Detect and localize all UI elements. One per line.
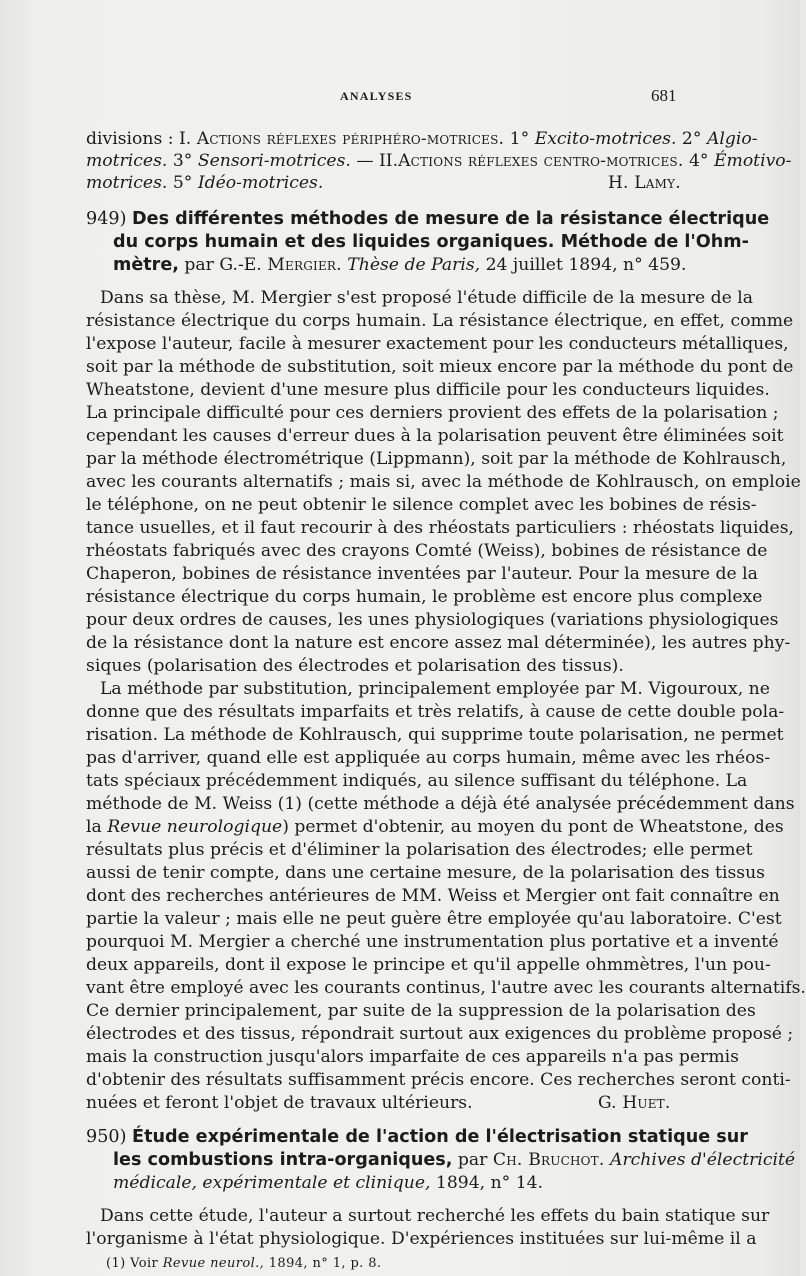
paragraph-line: deux appareils, dont il expose le principe et qu'il appelle ohmmètres, l'un pou- xyxy=(86,955,771,975)
paragraph-line: dont des recherches antérieures de MM. Weiss et Mergier ont fait connaître en xyxy=(86,886,780,906)
paragraph-line: résistance électrique du corps humain, le problème est encore plus complexe xyxy=(86,587,763,607)
page-number: 681 xyxy=(651,86,677,105)
paragraph-line: Chaperon, bobines de résistance inventées par l'auteur. Pour la mesure de la xyxy=(86,564,758,584)
prev-signature: H. Lamy. xyxy=(608,173,681,193)
paragraph-line: d'obtenir des résultats suffisamment précis encore. Ces recherches seront conti- xyxy=(86,1070,791,1090)
paragraph-line: soit par la méthode de substitution, soit mieux encore par la méthode du pont de xyxy=(86,357,794,377)
paragraph-line: partie la valeur ; mais elle ne peut guère être employée qu'au laboratoire. C'est xyxy=(86,909,782,929)
article-950-title-line-2: les combustions intra-organiques, par Ch. Bruchot. Archives d'électricité xyxy=(113,1150,796,1170)
article-949-signature: G. Huet. xyxy=(598,1093,671,1113)
paragraph-line: tats spéciaux précédemment indiqués, au silence suffisant du téléphone. La xyxy=(86,771,748,791)
prev-line-3: motrices. 5° Idéo-motrices. xyxy=(86,173,324,193)
paragraph-line: cependant les causes d'erreur dues à la polarisation peuvent être éliminées soit xyxy=(86,426,784,446)
article-950-title-line-1: 950) Étude expérimentale de l'action de l'électrisation statique sur xyxy=(86,1127,748,1147)
paragraph-line: Ce dernier principalement, par suite de la suppression de la polarisation des xyxy=(86,1001,756,1021)
paragraph-line: siques (polarisation des électrodes et polarisation des tissus). xyxy=(86,656,624,676)
paragraph-line: la Revue neurologique) permet d'obtenir, au moyen du pont de Wheatstone, des xyxy=(86,817,784,837)
paragraph-line: résistance électrique du corps humain. La résistance électrique, en effet, comme xyxy=(86,311,794,331)
paragraph-line: l'organisme à l'état physiologique. D'expériences instituées sur lui-même il a xyxy=(86,1229,757,1249)
paragraph-line: l'expose l'auteur, facile à mesurer exactement pour les conducteurs métalliques, xyxy=(86,334,789,354)
paragraph-line: La méthode par substitution, principalement employée par M. Vigouroux, ne xyxy=(100,679,770,699)
paragraph-line: le téléphone, on ne peut obtenir le silence complet avec les bobines de résis- xyxy=(86,495,757,515)
paragraph-line: rhéostats fabriqués avec des crayons Comté (Weiss), bobines de résistance de xyxy=(86,541,768,561)
paragraph-line: aussi de tenir compte, dans une certaine mesure, de la polarisation des tissus xyxy=(86,863,765,883)
paragraph-line: pas d'arriver, quand elle est appliquée au corps humain, même avec les rhéos- xyxy=(86,748,771,768)
paragraph-line: vant être employé avec les courants continus, l'autre avec les courants alternatifs. xyxy=(86,978,806,998)
article-950-title-line-3: médicale, expérimentale et clinique, 1894, n° 14. xyxy=(113,1173,544,1193)
paragraph-line: Dans cette étude, l'auteur a surtout recherché les effets du bain statique sur xyxy=(100,1206,770,1226)
paragraph-line: méthode de M. Weiss (1) (cette méthode a déjà été analysée précédemment dans xyxy=(86,794,795,814)
paragraph-line: mais la construction jusqu'alors imparfaite de ces appareils n'a pas permis xyxy=(86,1047,739,1067)
prev-line-1: divisions : I. Actions réflexes périphéro-motrices. 1° Excito-motrices. 2° Algio- xyxy=(86,129,758,149)
paragraph-line: Dans sa thèse, M. Mergier s'est proposé l'étude difficile de la mesure de la xyxy=(100,288,754,308)
footnote: (1) Voir Revue neurol., 1894, n° 1, p. 8. xyxy=(106,1256,382,1271)
article-949-title-line-3: mètre, par G.-E. Mergier. Thèse de Paris, 24 juillet 1894, n° 459. xyxy=(113,255,687,275)
paragraph-line: avec les courants alternatifs ; mais si, avec la méthode de Kohlrausch, on emploie xyxy=(86,472,801,492)
paragraph-line: donne que des résultats imparfaits et très relatifs, à cause de cette double pola- xyxy=(86,702,785,722)
paragraph-line: La principale difficulté pour ces derniers provient des effets de la polarisation ; xyxy=(86,403,779,423)
article-number: 950) xyxy=(86,1127,127,1147)
article-949-title-line-2: du corps humain et des liquides organiques. Méthode de l'Ohm- xyxy=(113,232,749,252)
running-head: ANALYSES xyxy=(340,89,413,103)
paragraph-line: pourquoi M. Mergier a cherché une instrumentation plus portative et a inventé xyxy=(86,932,779,952)
article-number: 949) xyxy=(86,209,127,229)
paragraph-line: pour deux ordres de causes, les unes physiologiques (variations physiologiques xyxy=(86,610,779,630)
paragraph-line: électrodes et des tissus, répondrait surtout aux exigences du problème proposé ; xyxy=(86,1024,794,1044)
prev-line-2: motrices. 3° Sensori-motrices. — II.Actions réflexes centro-motrices. 4° Émotivo- xyxy=(86,151,792,171)
article-949-title-line-1: 949) Des différentes méthodes de mesure de la résistance électrique xyxy=(86,209,770,229)
paragraph-line: de la résistance dont la nature est encore assez mal déterminée), les autres phy- xyxy=(86,633,791,653)
paragraph-line: nuées et feront l'objet de travaux ultérieurs. xyxy=(86,1093,473,1113)
paragraph-line: résultats plus précis et d'éliminer la polarisation des électrodes; elle permet xyxy=(86,840,753,860)
paragraph-line: Wheatstone, devient d'une mesure plus difficile pour les conducteurs liquides. xyxy=(86,380,770,400)
paragraph-line: tance usuelles, et il faut recourir à des rhéostats particuliers : rhéostats liquides, xyxy=(86,518,795,538)
paragraph-line: par la méthode électrométrique (Lippmann), soit par la méthode de Kohlrausch, xyxy=(86,449,787,469)
paragraph-line: risation. La méthode de Kohlrausch, qui supprime toute polarisation, ne permet xyxy=(86,725,784,745)
